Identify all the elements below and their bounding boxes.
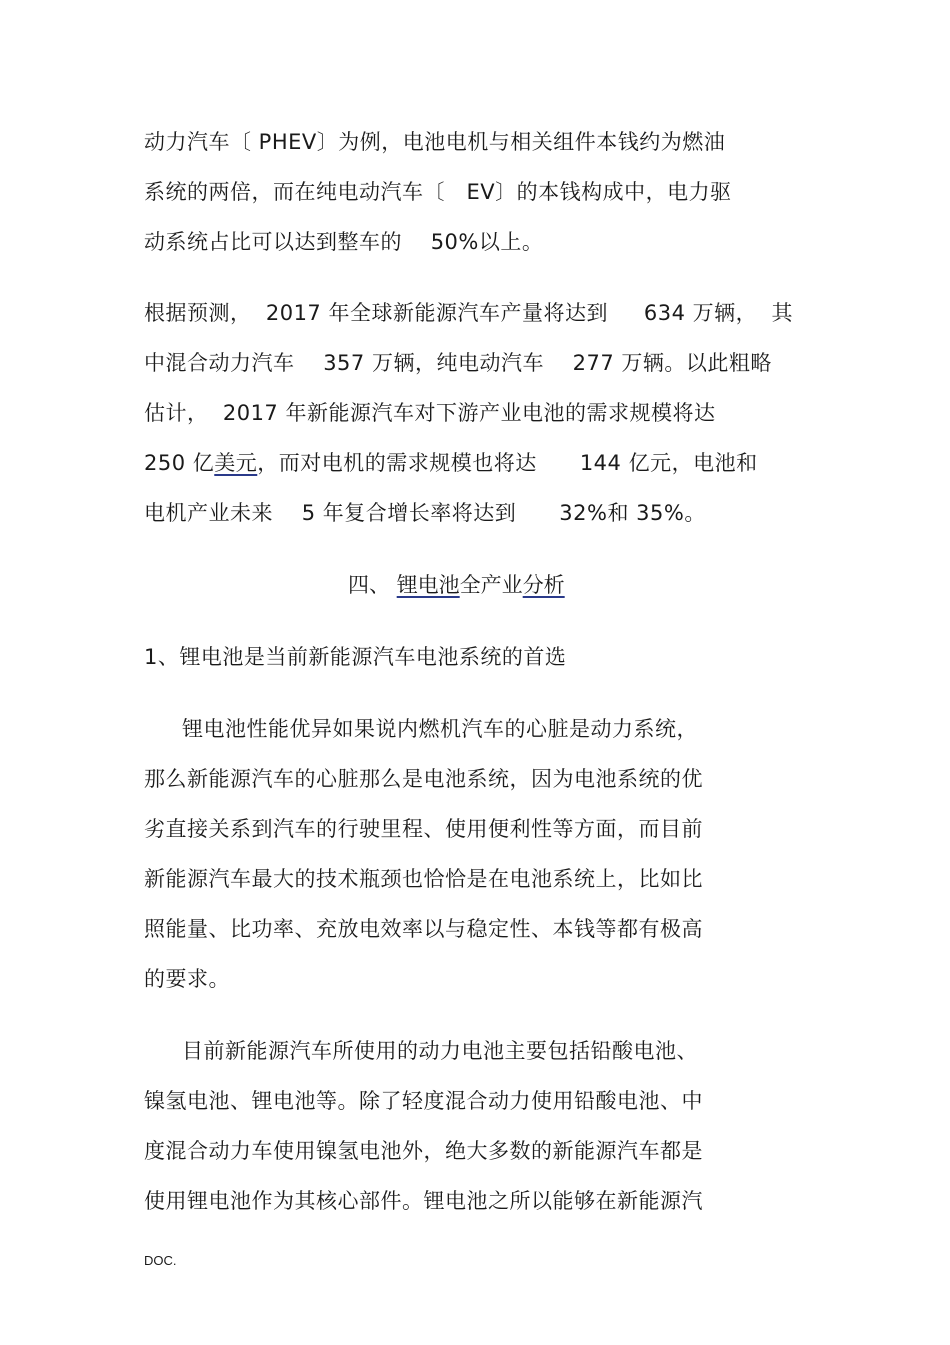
paragraph-line: 系统的两倍，而在纯电动汽车〔 EV〕的本钱构成中，电力驱 xyxy=(144,180,732,204)
section-heading xyxy=(348,570,565,600)
paragraph-line: 目前新能源汽车所使用的动力电池主要包括铅酸电池、 xyxy=(182,1039,698,1063)
lithium-battery-link[interactable]: 锂电池 xyxy=(396,573,460,597)
usd-link[interactable]: 美元 xyxy=(214,451,258,475)
paragraph-line: 动力汽车〔 PHEV〕为例，电池电机与相关组件本钱约为燃油 xyxy=(144,130,726,154)
page-footer: DOC. xyxy=(144,1253,177,1268)
text-segment: 250 亿 xyxy=(144,451,215,475)
paragraph-line: 根据预测， 2017 年全球新能源汽车产量将达到 634 万辆， 其 xyxy=(144,301,793,325)
section-heading-text: 全产业 xyxy=(459,573,523,597)
paragraph-line: 动系统占比可以达到整车的 50%以上。 xyxy=(144,230,544,254)
paragraph-line: 度混合动力车使用镍氢电池外，绝大多数的新能源汽车都是 xyxy=(144,1139,703,1163)
analysis-link[interactable]: 分析 xyxy=(522,573,565,597)
section-number: 四、 xyxy=(348,573,397,597)
paragraph-line: 镍氢电池、锂电池等。除了轻度混合动力使用铅酸电池、中 xyxy=(144,1089,703,1113)
paragraph-line: 使用锂电池作为其核心部件。锂电池之所以能够在新能源汽 xyxy=(144,1189,703,1213)
subheading: 1、锂电池是当前新能源汽车电池系统的首选 xyxy=(144,645,567,669)
paragraph-line: 估计， 2017 年新能源汽车对下游产业电池的需求规模将达 xyxy=(144,401,716,425)
paragraph-line: 锂电池性能优异如果说内燃机汽车的心脏是动力系统， xyxy=(182,717,698,741)
paragraph-line: 劣直接关系到汽车的行驶里程、使用便利性等方面，而目前 xyxy=(144,817,703,841)
paragraph-line: 新能源汽车最大的技术瓶颈也恰恰是在电池系统上，比如比 xyxy=(144,867,703,891)
paragraph-line: 电机产业未来 5 年复合增长率将达到 32%和 35%。 xyxy=(144,501,706,525)
paragraph-line: 照能量、比功率、充放电效率以与稳定性、本钱等都有极高 xyxy=(144,917,703,941)
paragraph-line: 中混合动力汽车 357 万辆，纯电动汽车 277 万辆。以此粗略 xyxy=(144,351,772,375)
text-segment: ，而对电机的需求规模也将达 144 亿元，电池和 xyxy=(257,451,758,475)
paragraph-line: 那么新能源汽车的心脏那么是电池系统，因为电池系统的优 xyxy=(144,767,703,791)
paragraph-line xyxy=(144,448,758,478)
paragraph-line: 的要求。 xyxy=(144,967,230,991)
